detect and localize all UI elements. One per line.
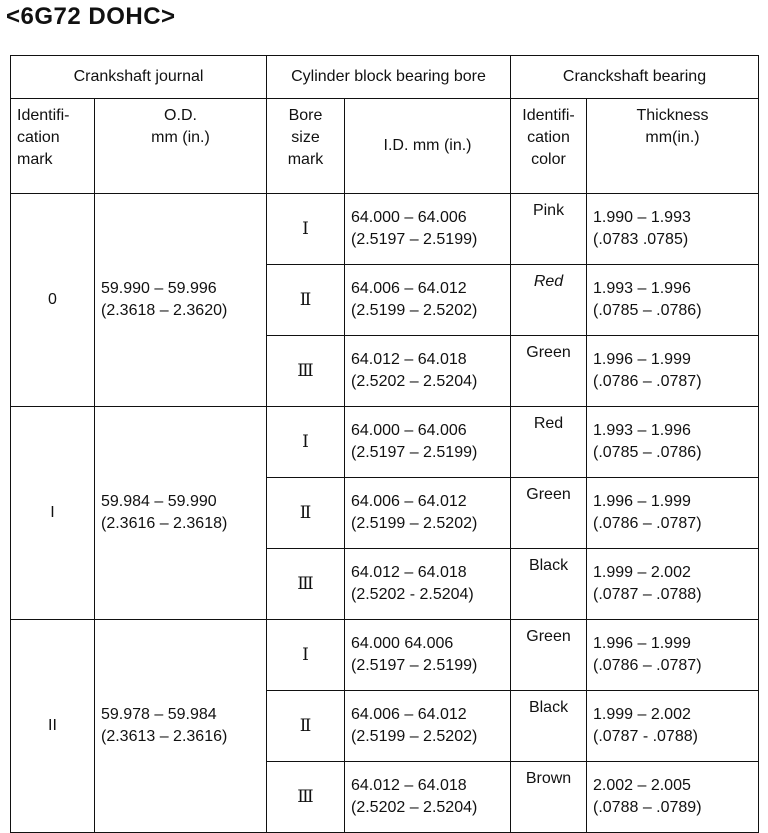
bearing-thickness: 1.990 – 1.993 (.0783 .0785) — [587, 194, 759, 265]
bearing-thickness: 1.996 – 1.999 (.0786 – .0787) — [587, 478, 759, 549]
bore-id: 64.012 – 64.018 (2.5202 – 2.5204) — [345, 336, 511, 407]
bearing-color: Brown — [511, 762, 587, 833]
col-journal-mark: Identifi- cation mark — [11, 99, 95, 194]
bore-id: 64.012 – 64.018 (2.5202 – 2.5204) — [345, 762, 511, 833]
bore-id: 64.000 64.006 (2.5197 – 2.5199) — [345, 620, 511, 691]
bearing-color: Green — [511, 336, 587, 407]
bearing-color: Green — [511, 478, 587, 549]
bearing-thickness: 1.999 – 2.002 (.0787 – .0788) — [587, 549, 759, 620]
bore-size-mark: Ⅲ — [267, 549, 345, 620]
bore-id: 64.006 – 64.012 (2.5199 – 2.5202) — [345, 478, 511, 549]
group-crankshaft-journal: Crankshaft journal — [11, 56, 267, 99]
bearing-thickness: 1.999 – 2.002 (.0787 - .0788) — [587, 691, 759, 762]
column-header-row — [11, 99, 759, 194]
bearing-color: Black — [511, 691, 587, 762]
bearing-color: Black — [511, 549, 587, 620]
bearing-thickness: 1.993 – 1.996 (.0785 – .0786) — [587, 407, 759, 478]
bore-id: 64.000 – 64.006 (2.5197 – 2.5199) — [345, 194, 511, 265]
journal-mark: 0 — [11, 194, 95, 407]
bearing-color: Red — [511, 265, 587, 336]
journal-od: 59.990 – 59.996 (2.3618 – 2.3620) — [95, 194, 267, 407]
table-row — [11, 407, 759, 478]
journal-od: 59.984 – 59.990 (2.3616 – 2.3618) — [95, 407, 267, 620]
col-bore-id: I.D. mm (in.) — [345, 99, 511, 194]
table-row — [11, 620, 759, 691]
table-row — [11, 194, 759, 265]
group-crankshaft-bearing: Cranckshaft bearing — [511, 56, 759, 99]
bore-size-mark: Ⅰ — [267, 407, 345, 478]
journal-mark: I — [11, 407, 95, 620]
bore-size-mark: Ⅲ — [267, 336, 345, 407]
col-journal-od: O.D. mm (in.) — [95, 99, 267, 194]
bore-size-mark: Ⅰ — [267, 620, 345, 691]
bearing-color: Red — [511, 407, 587, 478]
bore-id: 64.006 – 64.012 (2.5199 – 2.5202) — [345, 265, 511, 336]
bore-id: 64.000 – 64.006 (2.5197 – 2.5199) — [345, 407, 511, 478]
journal-od: 59.978 – 59.984 (2.3613 – 2.3616) — [95, 620, 267, 833]
bearing-thickness: 1.996 – 1.999 (.0786 – .0787) — [587, 336, 759, 407]
bearing-color: Green — [511, 620, 587, 691]
bearing-thickness: 1.993 – 1.996 (.0785 – .0786) — [587, 265, 759, 336]
bore-size-mark: Ⅲ — [267, 762, 345, 833]
bore-size-mark: Ⅱ — [267, 691, 345, 762]
bearing-spec-table — [10, 55, 759, 833]
bore-id: 64.012 – 64.018 (2.5202 - 2.5204) — [345, 549, 511, 620]
col-bearing-color: Identifi- cation color — [511, 99, 587, 194]
col-bore-size-mark: Bore size mark — [267, 99, 345, 194]
bearing-thickness: 2.002 – 2.005 (.0788 – .0789) — [587, 762, 759, 833]
journal-mark: II — [11, 620, 95, 833]
bearing-thickness: 1.996 – 1.999 (.0786 – .0787) — [587, 620, 759, 691]
bore-id: 64.006 – 64.012 (2.5199 – 2.5202) — [345, 691, 511, 762]
bearing-color: Pink — [511, 194, 587, 265]
col-bearing-thickness: Thickness mm(in.) — [587, 99, 759, 194]
page-title: <6G72 DOHC> — [6, 3, 176, 30]
bore-size-mark: Ⅱ — [267, 478, 345, 549]
bore-size-mark: Ⅰ — [267, 194, 345, 265]
bore-size-mark: Ⅱ — [267, 265, 345, 336]
group-header-row — [11, 56, 759, 99]
group-cylinder-block-bore: Cylinder block bearing bore — [267, 56, 511, 99]
